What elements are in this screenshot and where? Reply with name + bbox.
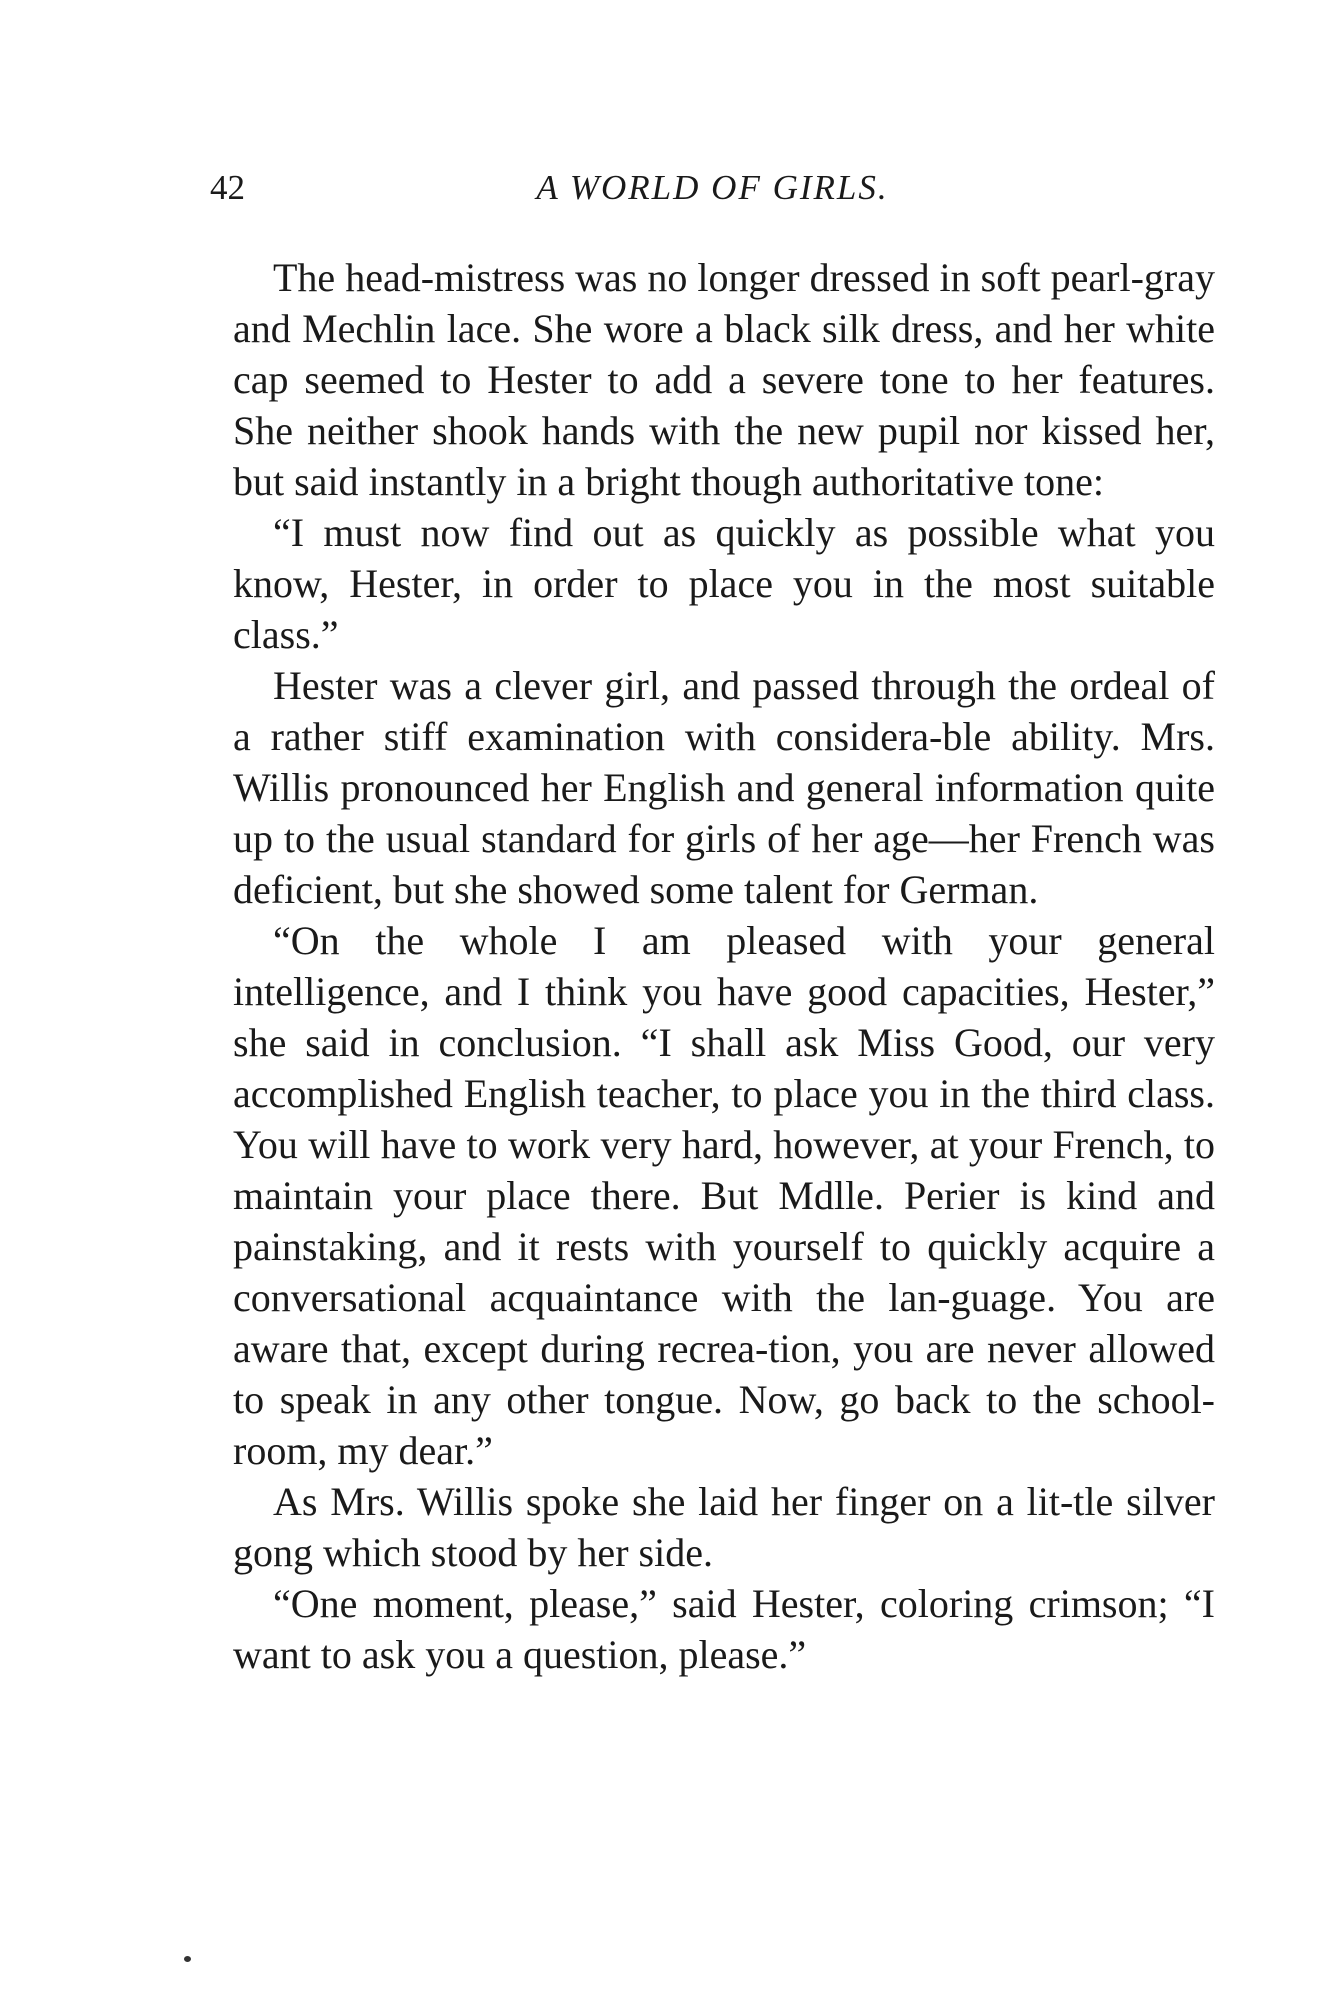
running-title: A WORLD OF GIRLS. [536,168,889,207]
paragraph: Hester was a clever girl, and passed through the ordeal of a rather stiff examination with considera-ble ability. Mrs. Willis pronounced her English and general information quite up to the usual standard for girls of her age—her French was deficient, but she showed some talent for German. [233,663,1215,912]
paragraph: “I must now find out as quickly as possible what you know, Hester, in order to place you in the most suitable class.” [233,510,1215,657]
body-text [233,252,1215,1680]
page-header [210,168,1215,218]
paragraph: “One moment, please,” said Hester, coloring crimson; “I want to ask you a question, please.” [233,1581,1215,1677]
paragraph: “On the whole I am pleased with your general intelligence, and I think you have good capacities, Hester,” she said in conclusion. “I shall ask Miss Good, our very accomplished English teacher, to place you in the third class. You will have to work very hard, however, at your French, to maintain your place there. But Mdlle. Perier is kind and painstaking, and it rests with yourself to quickly acquire a conversational acquaintance with the lan-guage. You are aware that, except during recrea-tion, you are never allowed to speak in any other tongue. Now, go back to the school-room, my dear.” [233,918,1215,1473]
page-number: 42 [210,168,245,207]
paragraph: The head-mistress was no longer dressed in soft pearl-gray and Mechlin lace. She wore a black silk dress, and her white cap seemed to Hester to add a severe tone to her features. She neither shook hands with the new pupil nor kissed her, but said instantly in a bright though authoritative tone: [233,255,1215,504]
paragraph: As Mrs. Willis spoke she laid her finger on a lit-tle silver gong which stood by her side. [233,1479,1215,1575]
ink-speck [184,1956,191,1962]
